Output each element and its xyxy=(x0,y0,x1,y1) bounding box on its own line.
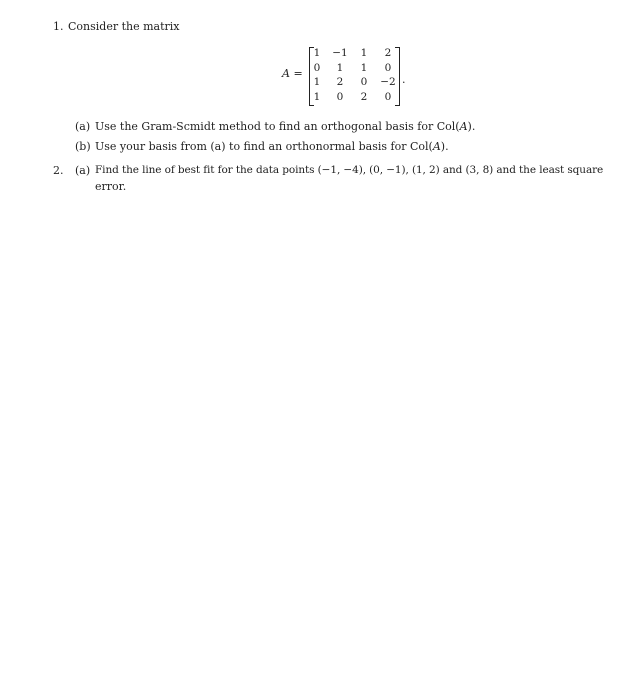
matrix-cell: 0 xyxy=(313,62,321,74)
problem-1a-text xyxy=(95,120,475,133)
problem-1b-text-before: Use your basis from (a) to find an orthonormal basis for Col( xyxy=(95,140,433,153)
problem-1a-text-after: ). xyxy=(467,120,476,133)
matrix-cell: 1 xyxy=(313,47,321,59)
matrix-cell: 2 xyxy=(384,47,392,59)
matrix-cell: 1 xyxy=(336,62,344,74)
problem-1b-text xyxy=(95,140,449,153)
problem-1b-label: (b) xyxy=(75,140,91,153)
matrix-cell: −2 xyxy=(380,76,396,88)
matrix-lhs xyxy=(282,67,303,80)
problem-2a-label: (a) xyxy=(75,164,91,177)
problem-1a-label: (a) xyxy=(75,120,91,133)
matrix-lhs-var: A xyxy=(282,67,290,80)
matrix-lhs-equals: = xyxy=(289,67,303,80)
matrix-cell: 1 xyxy=(313,91,321,103)
matrix-right-bracket xyxy=(395,47,400,106)
matrix-cell: 0 xyxy=(336,91,344,103)
problem-1b-text-after: ). xyxy=(440,140,449,153)
matrix-cell: 0 xyxy=(384,62,392,74)
matrix-cell: 0 xyxy=(360,76,368,88)
problem-2a-line2: error. xyxy=(95,180,127,193)
matrix-cell: 1 xyxy=(360,47,368,59)
problem-1-intro: Consider the matrix xyxy=(68,20,180,33)
matrix-cell: 2 xyxy=(336,76,344,88)
matrix-trailing-period: . xyxy=(402,73,406,86)
problem-1a-text-before: Use the Gram-Scmidt method to find an orthogonal basis for Col( xyxy=(95,120,460,133)
problem-2a-line1: Find the line of best fit for the data points (−1, −4), (0, −1), (1, 2) and (3, 8) and the least square xyxy=(95,164,604,176)
matrix-cell: −1 xyxy=(332,47,348,59)
problem-1-number: 1. xyxy=(53,20,64,33)
problem-1b-var: A xyxy=(432,140,441,153)
problem-1a-var: A xyxy=(459,120,468,133)
matrix-cell: 1 xyxy=(313,76,321,88)
matrix-cell: 0 xyxy=(384,91,392,103)
matrix-cell: 2 xyxy=(360,91,368,103)
problem-2-number: 2. xyxy=(53,164,64,177)
matrix-cell: 1 xyxy=(360,62,368,74)
